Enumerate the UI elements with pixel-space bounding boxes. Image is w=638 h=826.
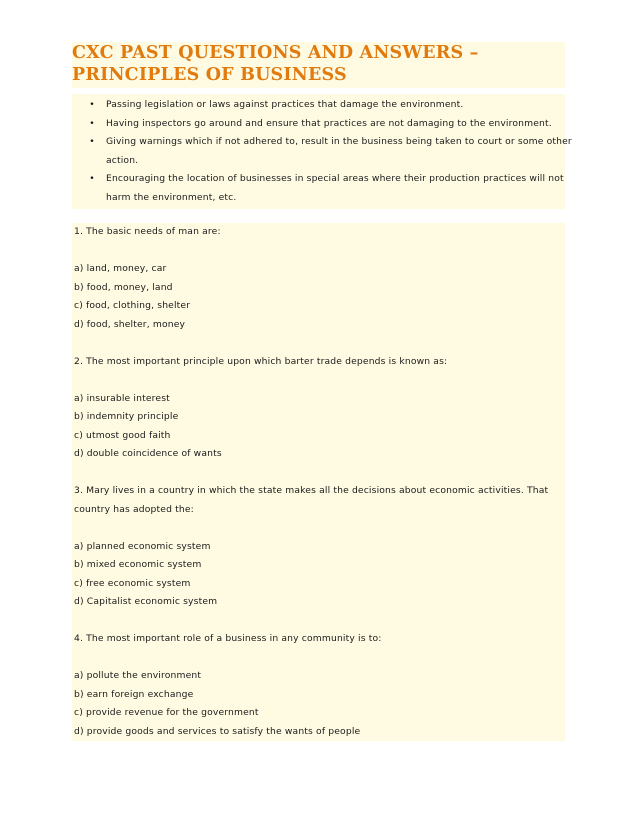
answer-option: a) insurable interest <box>72 390 565 409</box>
bullet-text-line: Having inspectors go around and ensure that practices are not damaging to the environment. <box>106 117 552 129</box>
question-block <box>72 223 565 353</box>
question-block <box>72 482 565 630</box>
answer-option: b) earn foreign exchange <box>72 686 565 705</box>
answer-option: a) pollute the environment <box>72 667 565 686</box>
bullet-item <box>72 133 572 170</box>
document-title <box>72 42 565 88</box>
bullet-text <box>106 96 565 115</box>
answer-option: c) free economic system <box>72 575 565 594</box>
bullet-text <box>106 170 568 207</box>
answer-option: d) double coincidence of wants <box>72 445 565 464</box>
answer-option: a) planned economic system <box>72 538 565 557</box>
bullet-text-line: action. <box>106 154 139 166</box>
spacer <box>72 371 565 390</box>
title-line: CXC PAST QUESTIONS AND ANSWERS – <box>72 43 479 63</box>
answer-option: d) Capitalist economic system <box>72 593 565 612</box>
answer-option: c) provide revenue for the government <box>72 704 565 723</box>
title-line: PRINCIPLES OF BUSINESS <box>72 65 347 85</box>
answer-option: a) land, money, car <box>72 260 565 279</box>
answer-option: d) food, shelter, money <box>72 316 565 335</box>
bullet-text-line: harm the environment, etc. <box>106 191 237 203</box>
answer-option: b) mixed economic system <box>72 556 565 575</box>
bullet-list <box>72 94 572 209</box>
question-text: 3. Mary lives in a country in which the state makes all the decisions about economic activities. That <box>72 482 565 501</box>
bullet-text-line: Encouraging the location of businesses in special areas where their production practices will not <box>106 173 564 184</box>
answer-option: c) utmost good faith <box>72 427 565 446</box>
bullet-icon: • <box>89 117 95 129</box>
bullet-text <box>106 133 576 170</box>
answer-option: b) indemnity principle <box>72 408 565 427</box>
bullet-text-line: Passing legislation or laws against practices that damage the environment. <box>106 99 464 110</box>
question-block <box>72 353 565 483</box>
spacer <box>72 519 565 538</box>
bullet-text <box>106 115 565 134</box>
bullet-item <box>72 115 565 134</box>
bullet-item <box>72 170 565 207</box>
answer-option: d) provide goods and services to satisfy the wants of people <box>72 723 565 742</box>
spacer <box>72 464 565 483</box>
question-text: 4. The most important role of a business in any community is to: <box>72 630 565 649</box>
document-page <box>72 42 572 741</box>
bullet-icon: • <box>89 99 95 110</box>
spacer <box>72 649 565 668</box>
spacer <box>72 334 565 353</box>
question-text: 2. The most important principle upon which barter trade depends is known as: <box>72 353 565 372</box>
spacer <box>72 612 565 631</box>
question-text: 1. The basic needs of man are: <box>72 223 565 242</box>
answer-option: b) food, money, land <box>72 279 565 298</box>
bullet-icon: • <box>89 173 95 184</box>
question-text: country has adopted the: <box>72 501 565 520</box>
answer-option: c) food, clothing, shelter <box>72 297 565 316</box>
spacer <box>72 242 565 261</box>
question-block <box>72 630 565 741</box>
bullet-icon: • <box>89 136 95 147</box>
bullet-text-line: Giving warnings which if not adhered to, result in the business being taken to court or some other <box>106 136 572 147</box>
bullet-item <box>72 96 565 115</box>
